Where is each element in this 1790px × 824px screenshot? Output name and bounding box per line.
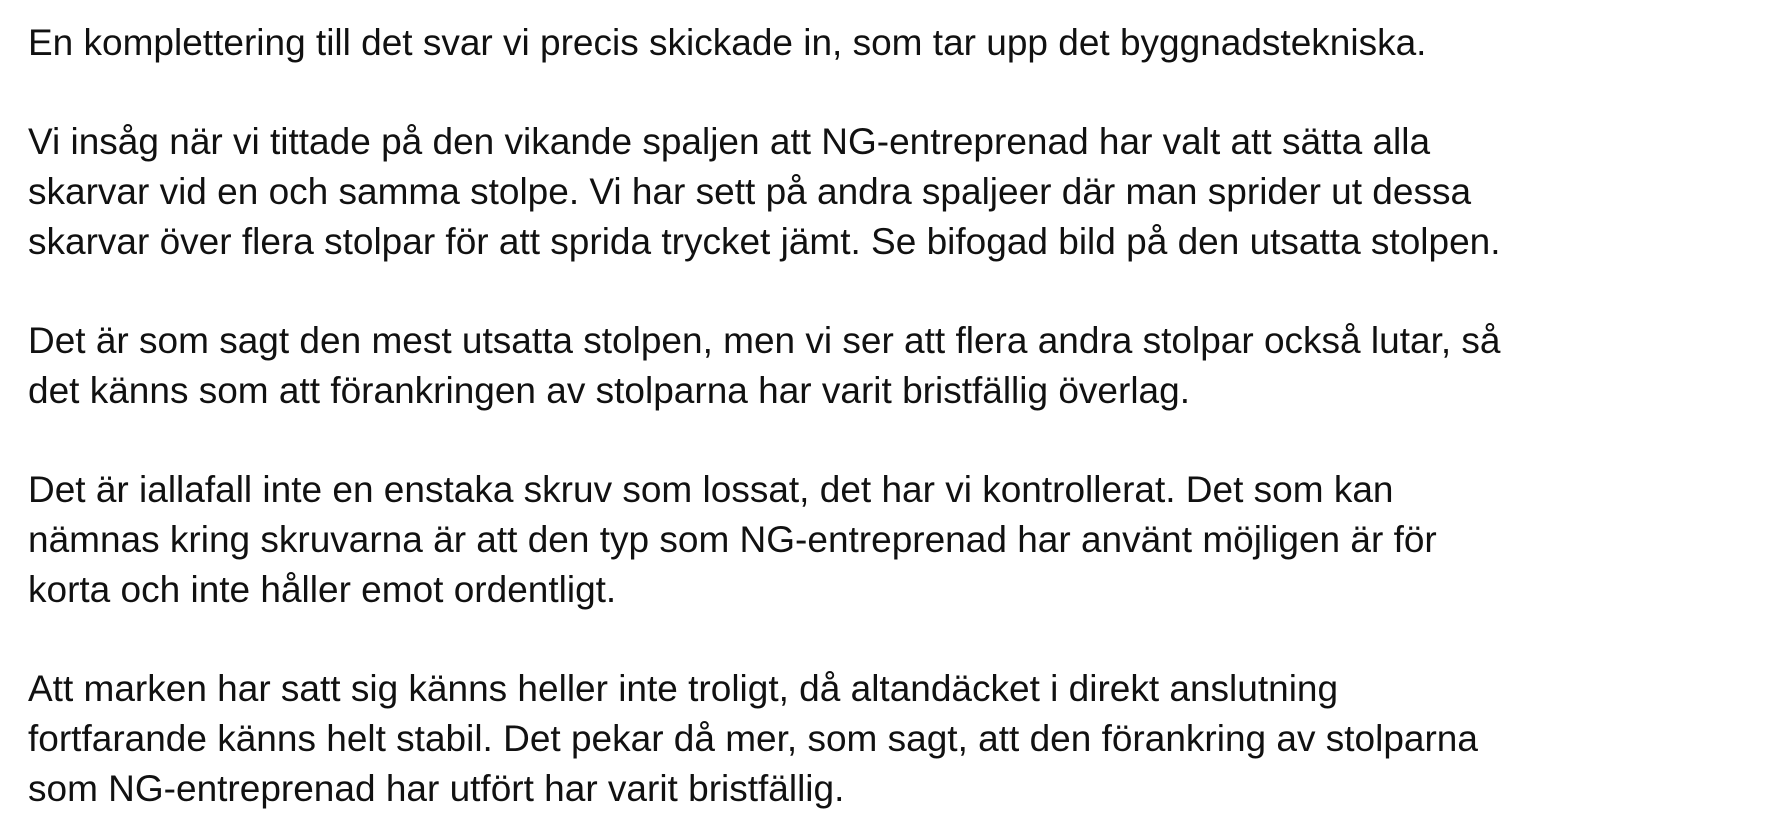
text-line: skarvar vid en och samma stolpe. Vi har sett på andra spaljeer där man sprider ut dessa [28,171,1472,212]
text-line: skarvar över flera stolpar för att sprida trycket jämt. Se bifogad bild på den utsatta stolpen. [28,221,1501,262]
paragraph-3 [28,316,1768,416]
text-line: Det är som sagt den mest utsatta stolpen, men vi ser att flera andra stolpar också lutar, så [28,320,1501,361]
paragraph-1 [28,18,1768,68]
document-body [28,18,1768,814]
paragraph-4 [28,465,1768,615]
text-line: Att marken har satt sig känns heller inte troligt, då altandäcket i direkt anslutning [28,668,1339,709]
text-line: som NG-entreprenad har utfört har varit bristfällig. [28,768,845,809]
paragraph-2 [28,117,1768,267]
text-line: det känns som att förankringen av stolparna har varit bristfällig överlag. [28,370,1190,411]
text-line: nämnas kring skruvarna är att den typ som NG-entreprenad har använt möjligen är för [28,519,1437,560]
paragraph-5 [28,664,1768,814]
text-line: korta och inte håller emot ordentligt. [28,569,617,610]
text-line: Vi insåg när vi tittade på den vikande spaljen att NG-entreprenad har valt att sätta alla [28,121,1431,162]
text-line: Det är iallafall inte en enstaka skruv som lossat, det har vi kontrollerat. Det som kan [28,469,1394,510]
text-line: En komplettering till det svar vi precis skickade in, som tar upp det byggnadstekniska. [28,22,1427,63]
text-line: fortfarande känns helt stabil. Det pekar då mer, som sagt, att den förankring av stolparna [28,718,1478,759]
